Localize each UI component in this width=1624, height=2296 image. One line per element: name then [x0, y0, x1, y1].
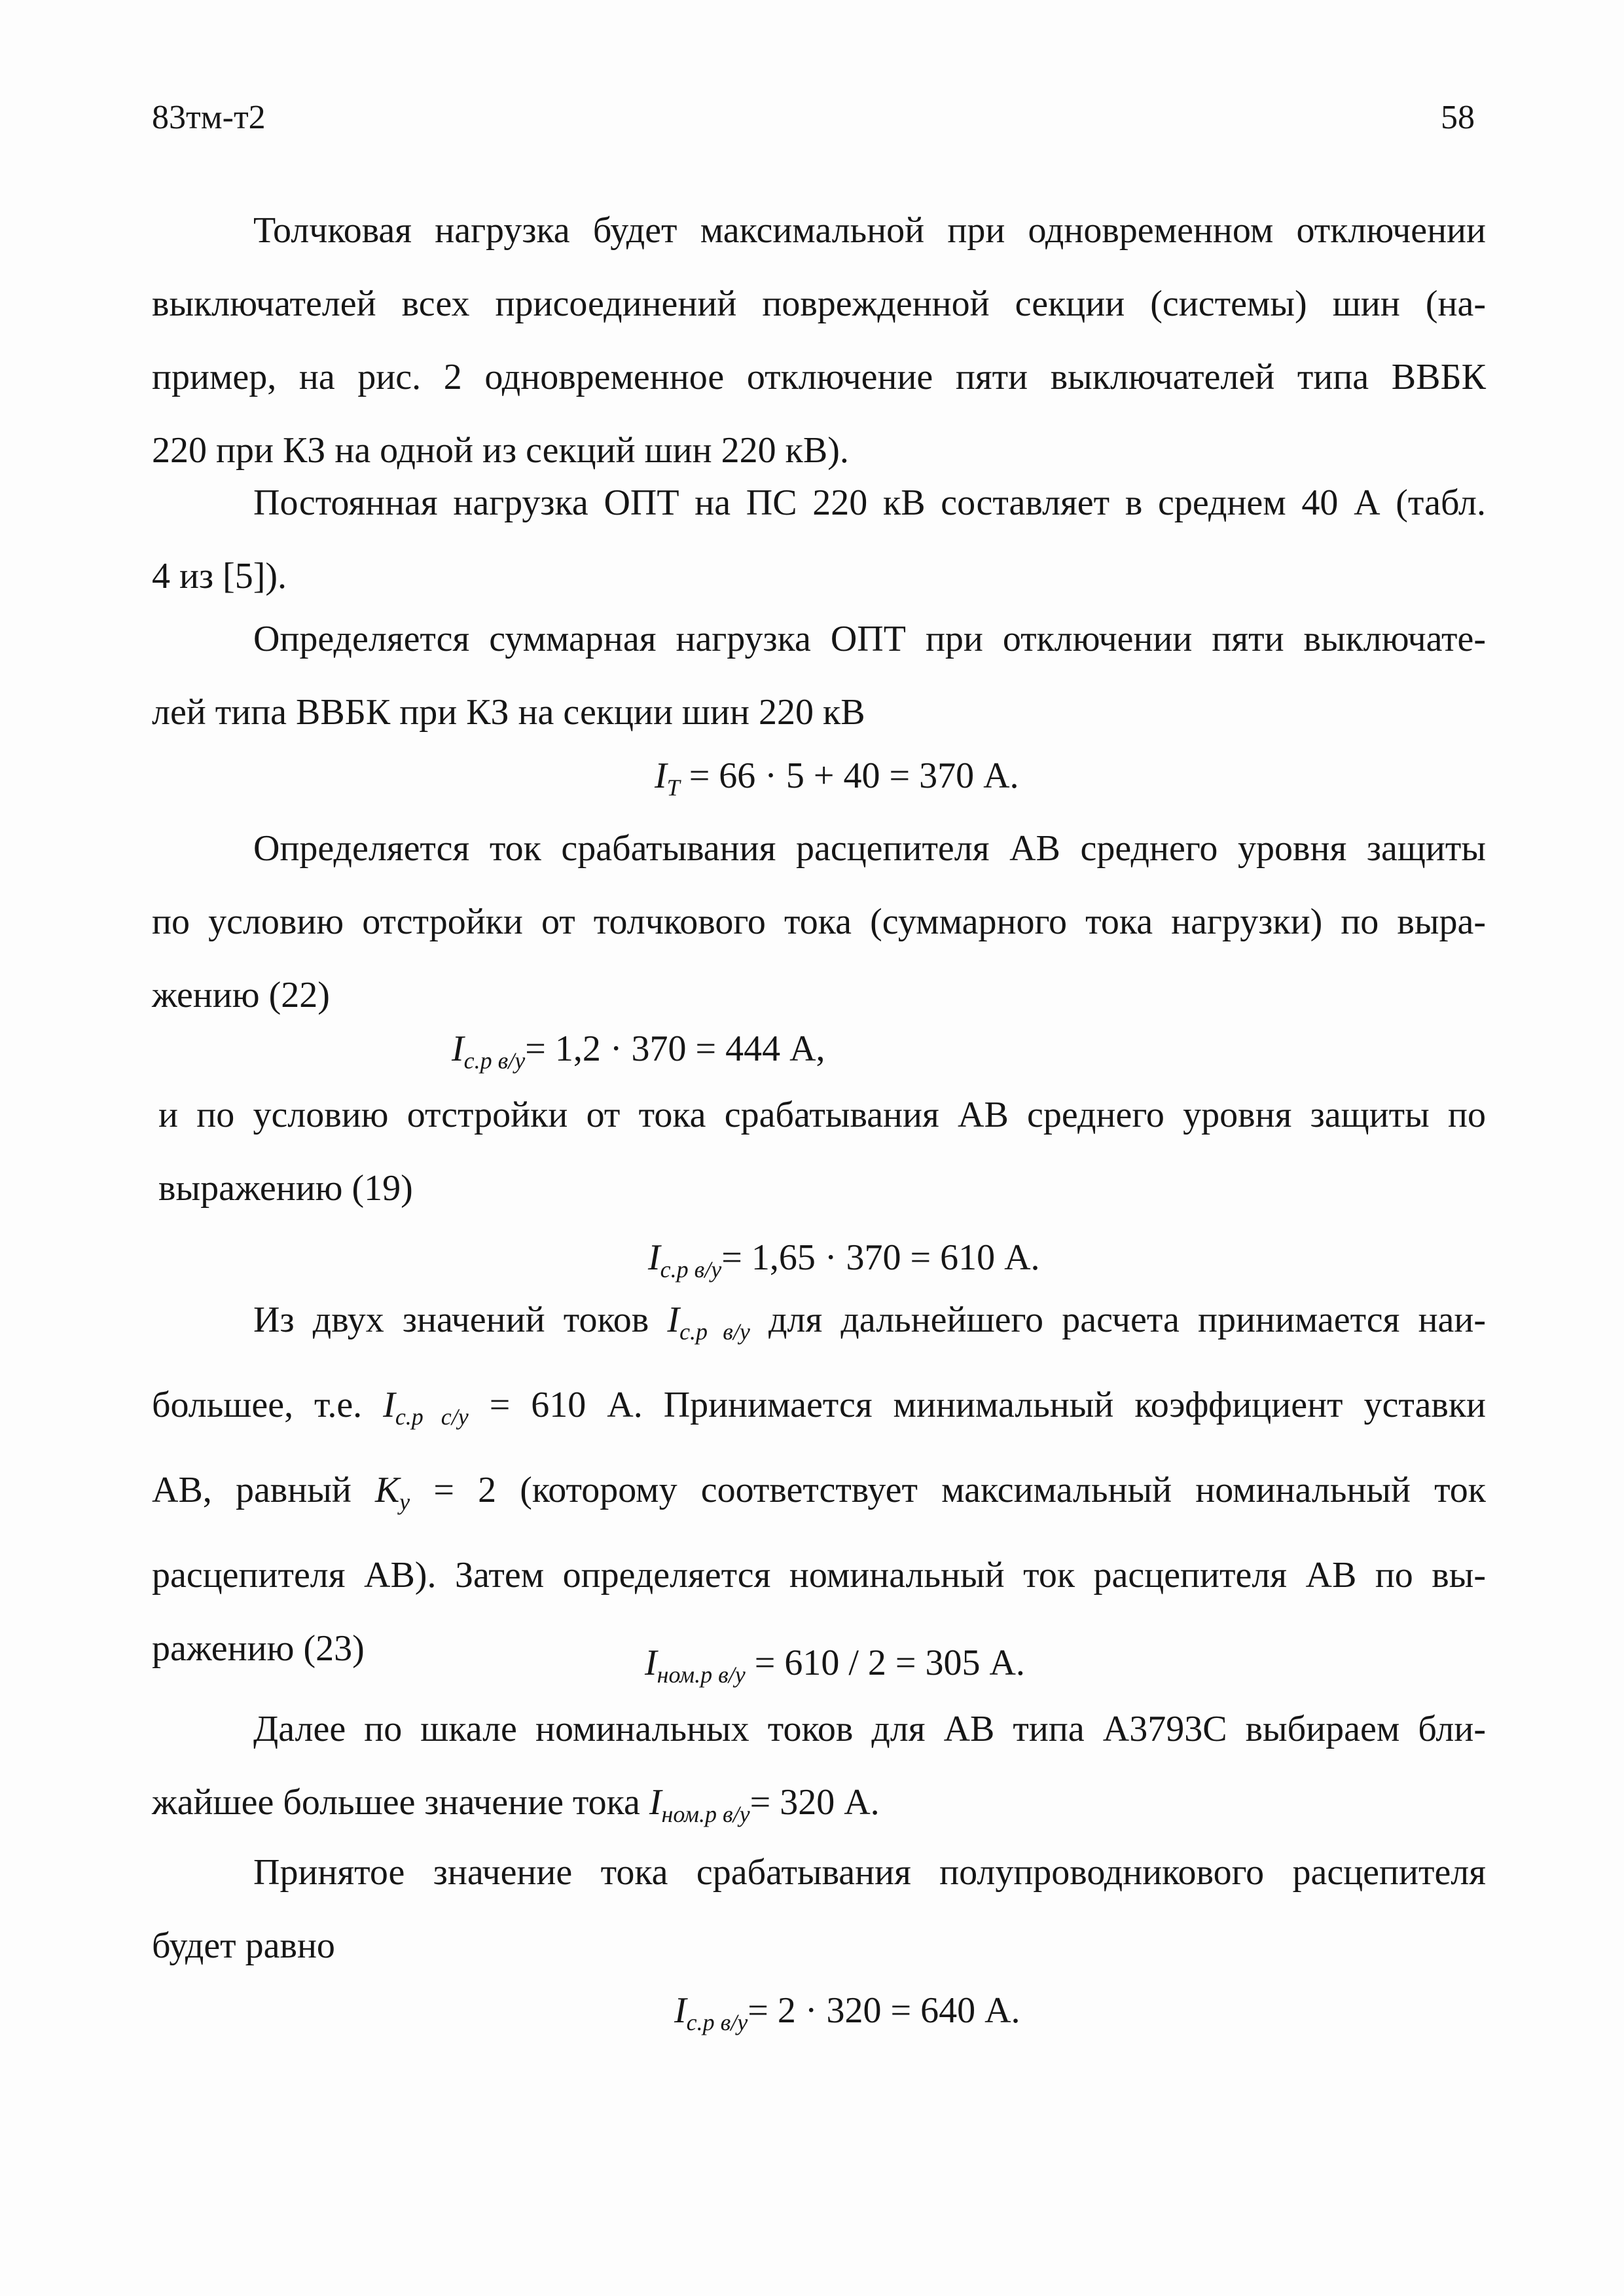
paragraph-3	[152, 602, 1486, 749]
page-number: 58	[1441, 99, 1475, 136]
paragraph-line: АВ, равный $К_у = 2$ (которому соответствует максимальный номинальный ток	[152, 1470, 1487, 1515]
paragraph-line: Постоянная нагрузка ОПТ на ПС 220 кВ составляет в среднем 40 А (табл.	[253, 483, 1486, 523]
paragraph-line: Далее по шкале номинальных токов для АВ типа А3793С выбираем бли-	[253, 1709, 1486, 1749]
paragraph-line: большее, т.е. $I_{с.р с/у} = 610$ А. Принимается минимальный коэффициент уставки	[152, 1385, 1486, 1430]
paragraph-line: Из двух значений токов $I_{с.р в/у}$ для дальнейшего расчета принимается наи-	[253, 1300, 1487, 1345]
paragraph-line: лей типа ВВБК при КЗ на секции шин 220 кВ	[152, 692, 865, 733]
paragraph-7	[152, 1692, 1486, 1851]
paragraph-line: жайшее большее значение тока $I_{ном.р в/у}= 320$ А.	[152, 1782, 880, 1827]
paragraph-1	[152, 194, 1486, 487]
formula-trip-current-1: $I_{с.р в/у}= 1,2 \cdot 370 = 444$ А,	[452, 1029, 825, 1074]
paragraph-line: жению (22)	[152, 975, 330, 1015]
paragraph-8	[152, 1836, 1486, 1982]
document-code: 83тм-т2	[152, 99, 266, 136]
paragraph-line: пример, на рис. 2 одновременное отключение пяти выключателей типа ВВБК	[152, 357, 1486, 397]
paragraph-2	[152, 466, 1486, 613]
paragraph-line: 220 при КЗ на одной из секций шин 220 кВ).	[152, 430, 849, 471]
formula-trip-current-2: $I_{с.р в/у}= 1,65 \cdot 370 = 610$ А.	[648, 1237, 1040, 1283]
paragraph-line: Определяется ток срабатывания расцепителя АВ среднего уровня защиты	[253, 828, 1486, 869]
paragraph-6	[152, 1283, 1486, 1685]
paragraph-line: 4 из [5]).	[152, 556, 287, 596]
paragraph-line: Принятое значение тока срабатывания полупроводникового расцепителя	[253, 1852, 1486, 1893]
paragraph-line: расцепителя АВ). Затем определяется номинальный ток расцепителя АВ по вы-	[152, 1555, 1486, 1595]
paragraph-line: выражению (19)	[158, 1168, 413, 1209]
paragraph-4	[152, 812, 1486, 1032]
paragraph-line: будет равно	[152, 1925, 335, 1966]
paragraph-5	[158, 1078, 1486, 1225]
paragraph-line: Толчковая нагрузка будет максимальной при одновременном отключении	[253, 210, 1486, 251]
paragraph-line: выключателей всех присоединений поврежденной секции (системы) шин (на-	[152, 283, 1486, 324]
paragraph-line: ражению (23)	[152, 1628, 365, 1669]
formula-accepted-trip-current: $I_{с.р в/у}= 2 \cdot 320 = 640$ А.	[674, 1990, 1020, 2035]
paragraph-line: Определяется суммарная нагрузка ОПТ при отключении пяти выключате-	[253, 619, 1486, 659]
paragraph-line: и по условию отстройки от тока срабатывания АВ среднего уровня защиты по	[158, 1095, 1486, 1135]
formula-total-load: $I_T = 66 \cdot 5 + 40 = 370$ А.	[655, 756, 1019, 801]
formula-nominal-current: $I_{ном.р в/у} = 610 / 2 = 305$ А.	[645, 1643, 1025, 1688]
paragraph-line: по условию отстройки от толчкового тока (суммарного тока нагрузки) по выра-	[152, 902, 1486, 942]
